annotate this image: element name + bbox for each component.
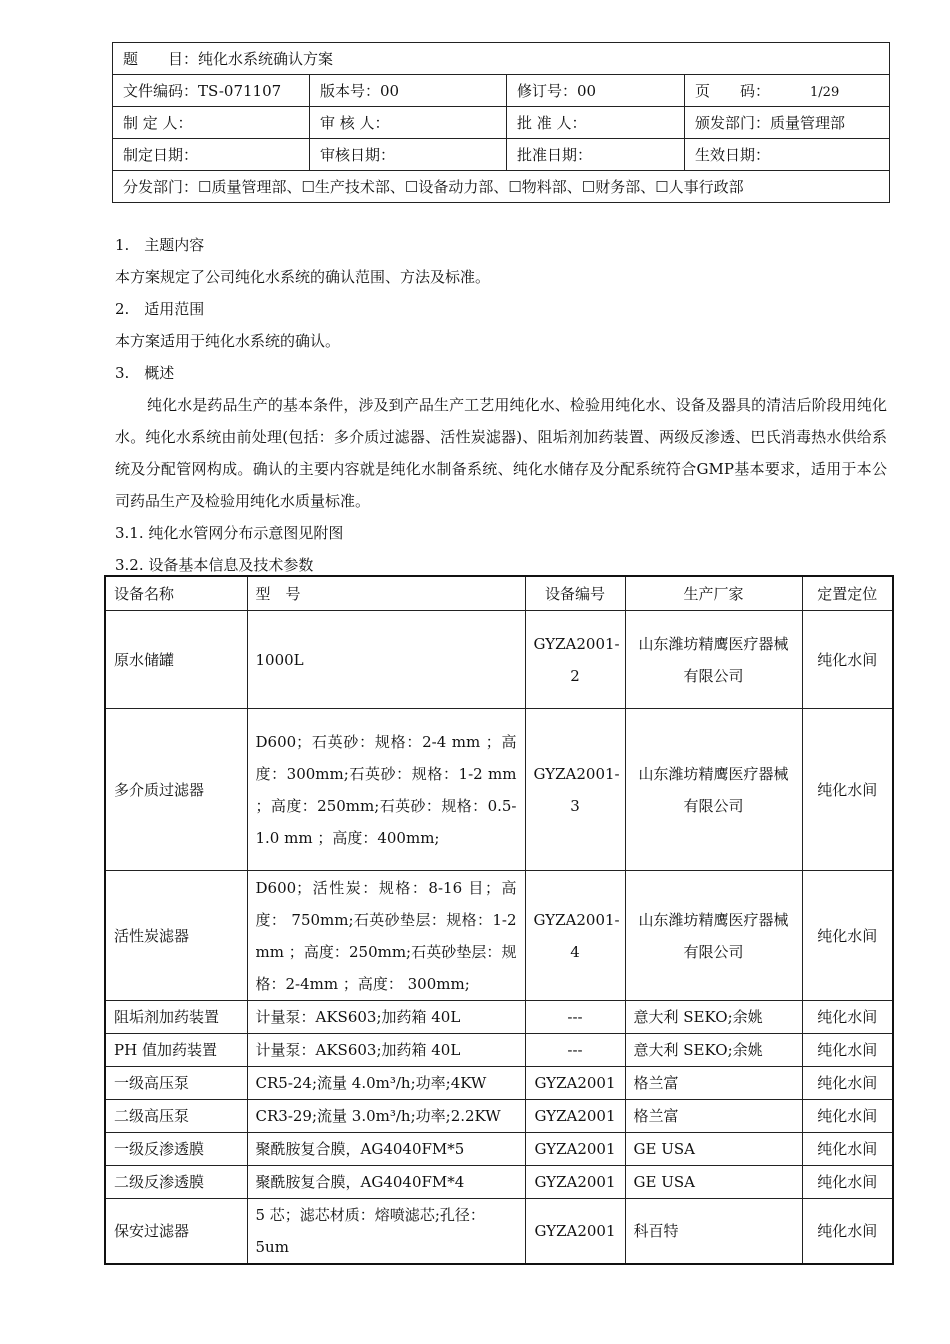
effective-date: 生效日期： <box>685 139 890 171</box>
page-label: 页 码： <box>695 82 771 100</box>
equipment-location: 纯化水间 <box>802 1034 893 1067</box>
table-row <box>105 1034 893 1067</box>
author-date: 制定日期： <box>113 139 310 171</box>
equipment-code: --- <box>525 1034 625 1067</box>
revision: 修订号：00 <box>507 75 685 107</box>
equipment-maker: 格兰富 <box>625 1067 802 1100</box>
section-2-text: 本方案适用于纯化水系统的确认。 <box>115 332 341 350</box>
equipment-maker: 山东潍坊精鹰医疗器械有限公司 <box>625 709 802 871</box>
equipment-code: --- <box>525 1001 625 1034</box>
equipment-code: GYZA2001-2 <box>525 611 625 709</box>
equipment-name: 保安过滤器 <box>105 1199 247 1265</box>
equipment-location: 纯化水间 <box>802 1166 893 1199</box>
equipment-name: 二级反渗透膜 <box>105 1166 247 1199</box>
equipment-name: 阻垢剂加药装置 <box>105 1001 247 1034</box>
table-row <box>105 1166 893 1199</box>
section-1-heading: 1. 主题内容 <box>115 236 205 254</box>
equipment-maker: 山东潍坊精鹰医疗器械有限公司 <box>625 611 802 709</box>
equipment-model: 1000L <box>247 611 525 709</box>
table-row <box>105 1001 893 1034</box>
equipment-code: GYZA2001 <box>525 1199 625 1265</box>
equipment-model: 5 芯；滤芯材质：熔喷滤芯;孔径：5um <box>247 1199 525 1265</box>
equipment-name: PH 值加药装置 <box>105 1034 247 1067</box>
table-row <box>105 871 893 1001</box>
section-2-heading: 2. 适用范围 <box>115 300 205 318</box>
header-code: 设备编号 <box>525 576 625 611</box>
table-row <box>105 1067 893 1100</box>
document-body <box>115 229 887 581</box>
header-location: 定置定位 <box>802 576 893 611</box>
section-3-heading: 3. 概述 <box>115 364 175 382</box>
equipment-location: 纯化水间 <box>802 1067 893 1100</box>
equipment-model: D600；石英砂：规格：2-4 mm ；高度：300mm;石英砂：规格：1-2 mm ；高度：250mm;石英砂：规格：0.5-1.0 mm ；高度：400mm; <box>247 709 525 871</box>
section-3-2: 3.2. 设备基本信息及技术参数 <box>115 556 314 574</box>
table-row <box>105 611 893 709</box>
equipment-code: GYZA2001 <box>525 1166 625 1199</box>
equipment-code: GYZA2001 <box>525 1100 625 1133</box>
equipment-maker: GE USA <box>625 1133 802 1166</box>
document-title: 题 目：纯化水系统确认方案 <box>113 43 890 75</box>
equipment-maker: 格兰富 <box>625 1100 802 1133</box>
equipment-location: 纯化水间 <box>802 1100 893 1133</box>
equipment-maker: 意大利 SEKO;余姚 <box>625 1001 802 1034</box>
equipment-model: 聚酰胺复合膜，AG4040FM*4 <box>247 1166 525 1199</box>
equipment-spec-table <box>104 575 894 1265</box>
equipment-model: 计量泵：AKS603;加药箱 40L <box>247 1034 525 1067</box>
equipment-name: 多介质过滤器 <box>105 709 247 871</box>
equipment-code: GYZA2001 <box>525 1133 625 1166</box>
equipment-model: 聚酰胺复合膜，AG4040FM*5 <box>247 1133 525 1166</box>
distribution: 分发部门：☐质量管理部、☐生产技术部、☐设备动力部、☐物料部、☐财务部、☐人事行政部 <box>113 171 890 203</box>
section-3-1: 3.1. 纯化水管网分布示意图见附图 <box>115 524 344 542</box>
review-date: 审核日期： <box>310 139 507 171</box>
equipment-location: 纯化水间 <box>802 709 893 871</box>
table-row <box>105 1133 893 1166</box>
table-row <box>105 1100 893 1133</box>
equipment-location: 纯化水间 <box>802 871 893 1001</box>
header-model: 型 号 <box>247 576 525 611</box>
issuing-department: 颁发部门：质量管理部 <box>685 107 890 139</box>
equipment-name: 原水储罐 <box>105 611 247 709</box>
equipment-model: CR3-29;流量 3.0m³/h;功率;2.2KW <box>247 1100 525 1133</box>
equipment-maker: 山东潍坊精鹰医疗器械有限公司 <box>625 871 802 1001</box>
header-name: 设备名称 <box>105 576 247 611</box>
equipment-maker: 科百特 <box>625 1199 802 1265</box>
equipment-code: GYZA2001-4 <box>525 871 625 1001</box>
table-row <box>105 709 893 871</box>
doc-code: 文件编码：TS-071107 <box>113 75 310 107</box>
approver: 批 准 人： <box>507 107 685 139</box>
equipment-location: 纯化水间 <box>802 1133 893 1166</box>
equipment-code: GYZA2001 <box>525 1067 625 1100</box>
document-header-table <box>112 42 890 203</box>
equipment-location: 纯化水间 <box>802 1199 893 1265</box>
equipment-model: 计量泵：AKS603;加药箱 40L <box>247 1001 525 1034</box>
equipment-maker: 意大利 SEKO;余姚 <box>625 1034 802 1067</box>
equipment-name: 活性炭滤器 <box>105 871 247 1001</box>
approve-date: 批准日期： <box>507 139 685 171</box>
section-1-text: 本方案规定了公司纯化水系统的确认范围、方法及标准。 <box>115 268 491 286</box>
section-3-text: 纯化水是药品生产的基本条件，涉及到产品生产工艺用纯化水、检验用纯化水、设备及器具的清洁后阶段用纯化水。纯化水系统由前处理(包括：多介质过滤器、活性炭滤器)、阻垢剂加药装置、两级反渗透、巴氏消毒热水供给系统及分配管网构成。确认的主要内容就是纯化水制备系统、纯化水储存及分配系统符合GMP基本要求，适用于本公司药品生产及检验用纯化水质量标准。 <box>115 396 887 510</box>
author: 制 定 人： <box>113 107 310 139</box>
page-number: 1/29 <box>810 85 840 100</box>
equipment-location: 纯化水间 <box>802 611 893 709</box>
equipment-code: GYZA2001-3 <box>525 709 625 871</box>
page-cell <box>685 75 890 107</box>
equipment-name: 一级反渗透膜 <box>105 1133 247 1166</box>
equipment-maker: GE USA <box>625 1166 802 1199</box>
reviewer: 审 核 人： <box>310 107 507 139</box>
equipment-name: 二级高压泵 <box>105 1100 247 1133</box>
table-row <box>105 1199 893 1265</box>
table-header-row <box>105 576 893 611</box>
header-maker: 生产厂家 <box>625 576 802 611</box>
equipment-location: 纯化水间 <box>802 1001 893 1034</box>
equipment-name: 一级高压泵 <box>105 1067 247 1100</box>
equipment-model: CR5-24;流量 4.0m³/h;功率;4KW <box>247 1067 525 1100</box>
version: 版本号：00 <box>310 75 507 107</box>
equipment-model: D600；活性炭：规格：8-16 目；高度： 750mm;石英砂垫层：规格：1-2mm ；高度：250mm;石英砂垫层：规格：2-4mm ；高度： 300mm; <box>247 871 525 1001</box>
